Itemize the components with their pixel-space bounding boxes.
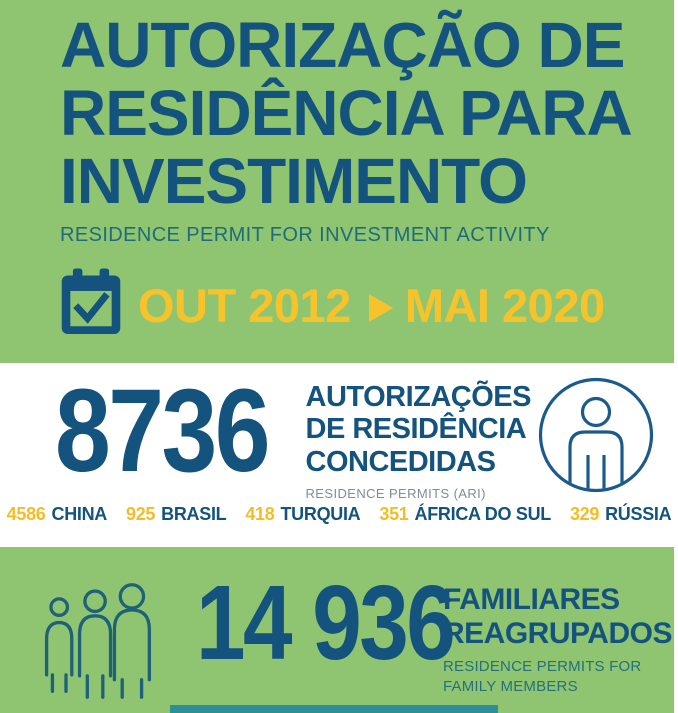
header — [60, 9, 660, 343]
country-stat — [245, 504, 360, 525]
country-value: 329 — [569, 504, 600, 524]
permits-label-line-3: CONCEDIDAS — [305, 445, 496, 478]
family-sublabel-line-2: FAMILY MEMBERS — [443, 678, 578, 696]
country-value: 925 — [126, 504, 156, 524]
period-text — [138, 276, 605, 335]
country-value: 4586 — [6, 504, 46, 524]
country-value: 351 — [379, 504, 409, 524]
country-label: CHINA — [51, 504, 107, 524]
permits-section — [0, 363, 678, 547]
period-start: OUT 2012 — [138, 279, 351, 333]
permits-total: 8736 — [55, 365, 268, 497]
arrow-right-icon — [369, 280, 393, 335]
permits-label-block — [306, 377, 531, 501]
country-stat — [570, 504, 671, 525]
permits-by-country — [0, 504, 678, 525]
country-label: TURQUIA — [280, 504, 361, 524]
permits-row — [0, 363, 678, 501]
family-label-block — [443, 583, 673, 698]
country-label: ÁFRICA DO SUL — [414, 504, 551, 524]
page-title — [60, 9, 660, 217]
permits-label-line-2: DE RESIDÊNCIA — [305, 413, 527, 446]
title-line-1: AUTORIZAÇÃO DE — [60, 9, 625, 81]
country-stat — [7, 504, 107, 525]
country-stat — [379, 504, 551, 525]
family-label-line-1: FAMILIARES — [443, 583, 620, 616]
next-section-edge-bar — [170, 705, 498, 713]
country-label: RÚSSIA — [605, 504, 672, 524]
family-total: 14 936 — [196, 564, 454, 682]
permits-sublabel: RESIDENCE PERMITS (ARI) — [305, 486, 486, 502]
family-sublabel-line-1: RESIDENCE PERMITS FOR — [443, 658, 642, 676]
country-stat — [126, 504, 226, 525]
title-line-3: INVESTIMENTO — [60, 144, 527, 217]
family-label-line-2: REAGRUPADOS — [443, 616, 672, 650]
page-subtitle: RESIDENCE PERMIT FOR INVESTMENT ACTIVITY — [60, 224, 550, 247]
family-sublabel — [443, 657, 673, 698]
country-value: 418 — [245, 504, 275, 524]
permits-label-line-1: AUTORIZAÇÕES — [305, 381, 531, 413]
family-group-icon — [34, 581, 160, 706]
calendar-check-icon — [60, 268, 122, 343]
period-end: MAI 2020 — [404, 279, 605, 333]
title-line-2: RESIDÊNCIA PARA — [60, 76, 632, 149]
right-edge-strip — [674, 0, 678, 713]
country-label: BRASIL — [161, 504, 227, 524]
period-row — [60, 268, 660, 343]
person-in-circle-icon — [536, 375, 656, 500]
